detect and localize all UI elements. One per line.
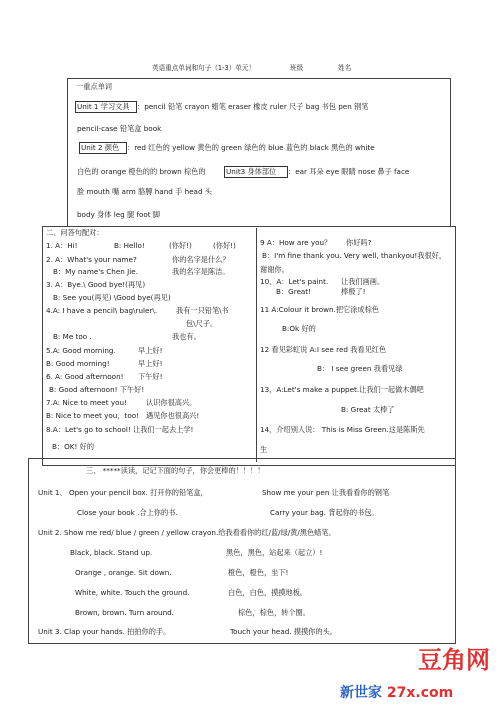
qa-line: 7.A: Nice to meet you! [46, 398, 127, 407]
unit2-words: ：red 红色的 yellow 黄色的 green 绿色的 blue 蓝色的 black 黑色的 white [127, 143, 375, 152]
qa-line: 1. A：Hi! [46, 241, 78, 250]
qa-line: 棒极了! [341, 287, 366, 296]
sentence-line: Brown, brown. Turn around. [75, 608, 174, 617]
qa-line: 早上好! [138, 359, 163, 368]
watermark-site-domain: 27x.com [386, 685, 454, 701]
sentence-line: Show me your pen 让我看看你的钢笔 [262, 488, 390, 497]
sentence-line: Unit 2. Show me red/ blue / green / yellow crayon.给我看看你的红/蓝/绿/黄/黑色蜡笔。 [38, 528, 336, 537]
qa-line: B: Hello! [114, 241, 145, 250]
qa-line: B：My name's Chen Jie. [53, 267, 138, 276]
sentence-line: Unit 1、 Open your pencil box. 打开你的铅笔盒， [38, 488, 208, 497]
qa-line: (你好!) [213, 241, 236, 250]
qa-line: 14、介绍别人说： This is Miss Green.这是陈斯先 [260, 425, 425, 434]
qa-line: 早上好! [138, 346, 163, 355]
qa-line: 你的名字是什么？ [172, 255, 230, 264]
qa-line: 让我们画画。 [341, 277, 385, 286]
qa-line: B：Great! [276, 287, 312, 296]
qa-line: 4.A: I have a pencil\ bag\ruler\. [46, 306, 158, 315]
section2-divider [256, 228, 257, 462]
sentence-line: 橙色，橙色，坐下! [228, 568, 289, 577]
watermark-site-prefix: 新世家 [340, 685, 387, 701]
qa-line: 3. A：Bye.\ Good bye!(再见) [46, 280, 146, 289]
qa-line: 12 看见彩虹说 A:I see red 我看见红色 [260, 345, 387, 354]
section3-title: 三、 *****读读，记记下面的句子，你会更棒的！！！！ [86, 466, 265, 475]
unit1-words: ：pencil 铅笔 crayon 蜡笔 eraser 橡皮 ruler 尺子 bag 书包 pen 钢笔 [137, 102, 369, 111]
page-title: 英语重点单词和句子（1-3）单元！ [152, 64, 256, 72]
qa-line: 生 [260, 445, 268, 454]
sentence-line: Unit 3. Clap your hands. 拍拍你的手。 [38, 627, 171, 636]
sentence-line: Close your book .合上你的书. [77, 508, 178, 517]
qa-line: B:Ok 好的 [282, 324, 316, 333]
sentence-line: 棕色，棕色，转个圈。 [238, 608, 310, 617]
qa-line: (你好!) [169, 241, 192, 250]
qa-line: B: Me too . [53, 332, 92, 341]
qa-line: B: See you(再见) \Good bye(再见) [53, 293, 171, 302]
qa-line: 我的名字是陈洁。 [172, 267, 230, 276]
qa-line: 下午好! [138, 372, 163, 381]
unit3-words-cont2: body 身体 leg 腿 foot 脚 [77, 210, 161, 219]
sentence-line: Orange , orange. Sit down. [75, 568, 172, 577]
unit3-words: ：ear 耳朵 eye 眼睛 nose 鼻子 face [288, 167, 410, 176]
qa-line: 你好吗? [346, 238, 372, 247]
unit3-words-cont: 脸 mouth 嘴 arm 胳膊 hand 手 head 头 [77, 187, 212, 196]
qa-line: 9 A：How are you？ [260, 238, 332, 247]
qa-line: 5.A: Good morning. [46, 346, 116, 355]
unit3-tag: Unit3 身体部位 [226, 167, 277, 176]
sentence-line: White, white. Touch the ground. [75, 588, 190, 597]
sentence-line: 黑色，黑色，站起来（起立）! [226, 548, 323, 557]
sentence-line: Carry your bag. 背起你的书包。 [270, 508, 379, 517]
qa-line: 13、A:Let's make a puppet.让我们一起做木偶吧 [260, 385, 424, 394]
unit2-tag: Unit 2 颜色 [81, 143, 120, 152]
qa-line: B: Great 太棒了 [341, 405, 395, 414]
qa-line: 8.A：Let's go to school! 让我们一起去上学! [46, 425, 194, 434]
sentence-line: 白色，白色，摸摸地板。 [228, 588, 308, 597]
qa-line: B: Good morning! [46, 359, 110, 368]
qa-line: 10、A：Let's paint. [260, 277, 329, 286]
qa-line: 遇见你也很高兴! [146, 411, 200, 420]
qa-line: 我也有。 [172, 332, 201, 341]
class-label: 班级 [290, 64, 304, 72]
sentence-line: Touch your head. 摸摸你的头。 [230, 627, 337, 636]
section1-title: 一重点单词 [76, 82, 112, 91]
qa-line: 认识你很高兴。 [146, 398, 197, 407]
name-label: 姓名 [338, 64, 352, 72]
qa-line: 11 A:Colour it brown.把它涂成棕色 [260, 305, 379, 314]
section2-title: 二、问答句配对： [46, 228, 104, 237]
qa-line: B： I see green 我看见绿 [317, 364, 403, 373]
watermark-site [340, 682, 453, 702]
qa-line: B: Good afternoon! 下午好! [49, 385, 145, 394]
qa-line: 我有一只铅笔\书 [176, 306, 229, 315]
qa-line: 包\尺子。 [186, 319, 218, 328]
qa-line: 2. A：What's your name? [46, 255, 137, 264]
unit1-words-cont: pencil-case 铅笔盒 book [77, 124, 162, 133]
watermark-logo: 豆角网 [418, 646, 490, 674]
qa-line: B: Nice to meet you，too! [46, 411, 140, 420]
qa-line: B：I'm fine thank you. Very well, thankyou!我很好， [262, 251, 447, 260]
unit1-tag: Unit 1 学习文具 [77, 102, 130, 111]
unit2-words-cont: 白色的 orange 橙色的的 brown 棕色的 [77, 167, 206, 176]
sentence-line: Black, black. Stand up. [70, 548, 153, 557]
qa-line: B：OK! 好的 [52, 442, 95, 451]
qa-line: 6. A: Good afternoon! [46, 372, 124, 381]
qa-line: 谢谢你。 [260, 265, 289, 274]
